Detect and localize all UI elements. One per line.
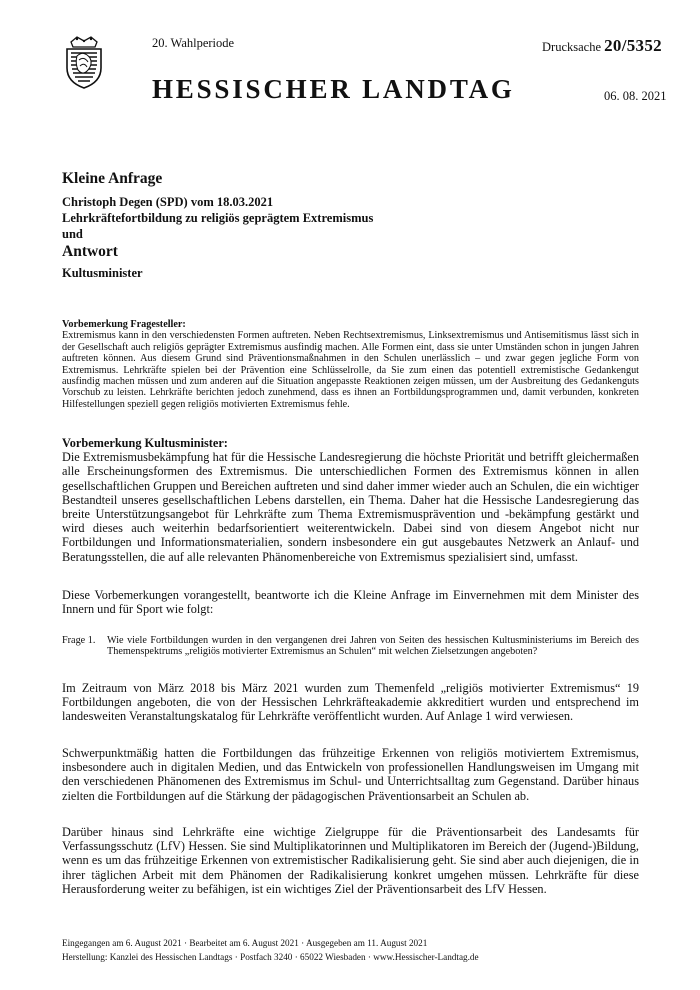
footer-dates: Eingegangen am 6. August 2021 · Bearbeitet am 6. August 2021 · Ausgegeben am 11. August 2021 bbox=[62, 938, 428, 948]
answer-paragraph: Im Zeitraum von März 2018 bis März 2021 wurden zum Themenfeld „religiös motivierter Extremismus“ 19 Fortbildungen angeboten, die von der Hessischen Lehrkräfteakademie akkreditiert wurden und entsprechend im landesweiten Veranstaltungskatalog für Lehrkräfte veröffentlicht wurden. Auf Anlage 1 wird verwiesen. bbox=[62, 681, 639, 724]
question-1 bbox=[62, 635, 639, 671]
section-heading: Vorbemerkung Fragesteller: bbox=[62, 319, 186, 330]
minister-label: Kultusminister bbox=[62, 266, 143, 280]
question-label: Frage 1. bbox=[62, 635, 96, 646]
drucksache-number: 20/5352 bbox=[604, 36, 662, 55]
question-text: Wie viele Fortbildungen wurden in den vergangenen drei Jahren von Seiten des hessischen Kultusministeriums im Bereich des Themenspektrums „religiös motivierter Extremismus an Schulen“ mit welchen Zielsetzungen angeboten? bbox=[107, 635, 639, 658]
section-text: Extremismus kann in den verschiedensten Formen auftreten. Neben Rechtsextremismus, Linksextremismus und Antisemitismus lässt sich in der Gesellschaft auch religiös geprägter Extremismus ausfindig machen. Alle Formen eint, dass sie unter Umständen schon in jungen Jahren auftreten können. Aus diesem Grund sind Präventionsmaßnahmen in den Schulen unerlässlich – und zwar gegen jegliche Form von Extremismus. Lehrkräfte spielen bei der Prävention eine Schlüsselrolle, da Sie zum einen das potentiell extremistische Gedankengut ausfindig machen müssen und zum anderen auf die Situation angepasste Reaktionen zeigen müssen, um der Ausbreitung des Gedankenguts Vorschub zu leisten. Lehrkräfte berichten jedoch zunehmend, dass es ihnen an Fortbildungsprogrammen und, damit verbunden, konkreten Hilfestellungen speziell gegen religiös motivierten Extremismus fehle. bbox=[62, 330, 639, 410]
vorbemerkung-kultusminister bbox=[62, 436, 639, 564]
hessen-coat-of-arms-icon bbox=[63, 36, 105, 90]
section-text: Die Extremismusbekämpfung hat für die Hessische Landesregierung die höchste Priorität und betrifft gleichermaßen alle Erscheinungsformen des Extremismus. Die unterschiedlichen Formen des Extremismus können in allen gesellschaftlichen Gruppen und Bereichen auftreten und sind daher immer wieder auch an Schulen, die ein wichtiger Bestandteil unseres gesellschaftlichen Lebens darstellen, ein Thema. Daher hat die Hessische Landesregierung das breite Unterstützungsangebot für Lehrkräfte zum Thema Extremismusprävention und -bekämpfung gestärkt und wird dieses auch weiterhin bedarfsorientiert weiterentwickeln. Dabei sind von diesem Angebot nicht nur Fortbildungen und Informationsmaterialien, sondern insbesondere ein gut ausgebautes Netzwerk an Anlauf- und Beratungsstellen, die auf alle relevanten Phänomenbereiche von Extremismus spezialisiert sind, umfasst. bbox=[62, 450, 639, 564]
parliament-title: HESSISCHER LANDTAG bbox=[152, 74, 515, 104]
closing-paragraph: Diese Vorbemerkungen vorangestellt, beantworte ich die Kleine Anfrage im Einvernehmen mit dem Minister des Innern und für Sport wie folgt: bbox=[62, 588, 639, 617]
drucksache bbox=[542, 36, 662, 56]
document-type: Kleine Anfrage bbox=[62, 170, 163, 187]
answer-paragraph: Schwerpunktmäßig hatten die Fortbildungen das frühzeitige Erkennen von religiös motiviertem Extremismus, insbesondere auch in digitalen Medien, und das Entwickeln von professionellen Handlungsweisen im Umgang mit den verschiedenen Phänomenen des Extremismus im Schul- und Unterrichtsalltag zum Gegenstand. Darüber hinaus zielten die Fortbildungen auf die Stärkung der pädagogischen Präventionsarbeit an Schulen ab. bbox=[62, 746, 639, 803]
footer-publisher: Herstellung: Kanzlei des Hessischen Landtags · Postfach 3240 · 65022 Wiesbaden · www.Hessischer-Landtag.de bbox=[62, 952, 479, 962]
und-label: und bbox=[62, 227, 83, 241]
answer-label: Antwort bbox=[62, 243, 118, 260]
section-heading: Vorbemerkung Kultusminister: bbox=[62, 436, 228, 450]
drucksache-label: Drucksache bbox=[542, 40, 601, 54]
document-subject: Lehrkräftefortbildung zu religiös geprägtem Extremismus bbox=[62, 211, 374, 225]
author-line: Christoph Degen (SPD) vom 18.03.2021 bbox=[62, 195, 274, 209]
wahlperiode: 20. Wahlperiode bbox=[152, 36, 235, 50]
vorbemerkung-fragesteller bbox=[62, 319, 639, 410]
document-date: 06. 08. 2021 bbox=[604, 89, 667, 103]
answer-paragraph: Darüber hinaus sind Lehrkräfte eine wichtige Zielgruppe für die Präventionsarbeit des Landesamts für Verfassungsschutz (LfV) Hessen. Sie sind Multiplikatorinnen und Multiplikatoren im Bereich der (Jugend-)Bildung, wenn es um das frühzeitige Erkennen von extremistischer Radikalisierung geht. Sie sind aber auch diejenigen, die in ihrer täglichen Arbeit mit dem Phänomen der Radikalisierung konkret umgehen müssen. Lehrkräfte für diese Herausforderung weiter zu befähigen, ist ein wichtiges Ziel der Präventionsarbeit des LfV Hessen. bbox=[62, 825, 639, 896]
